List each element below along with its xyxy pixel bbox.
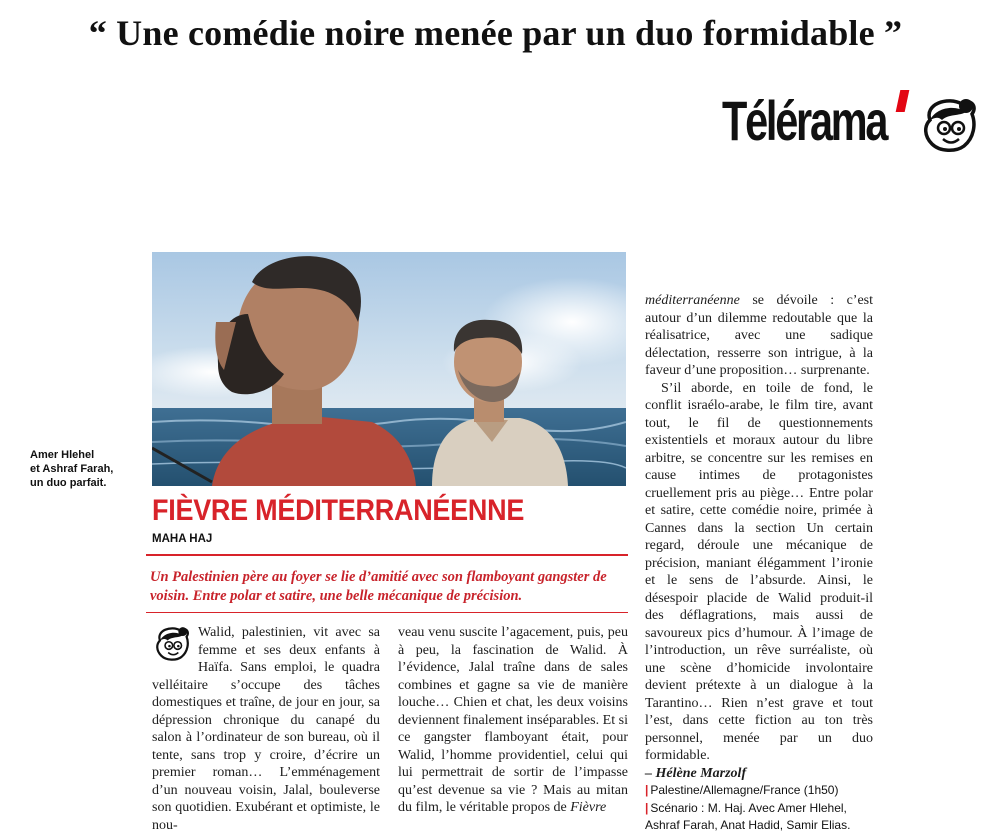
credit-text: Ashraf Farah, Anat Hadid, Samir Elias. [645,818,851,832]
paragraph-text: se dévoile : c’est autour d’un dilemme redoutable que la réalisatrice, avec une sadique délectation, resserre son intrigue, à la faveur d’une proposition… surprenante. [645,293,874,378]
article-column-2 [398,624,628,817]
telerama-logo [722,84,984,158]
film-title-italic: méditerranéenne [645,293,740,308]
logo-accent-mark [896,90,910,112]
caption-line: et Ashraf Farah, [30,463,114,475]
caption-line: un duo parfait. [30,477,107,489]
red-rule [146,612,628,613]
telerama-face-icon [918,94,980,154]
director-name: MAHA HAJ [152,533,213,545]
film-title: FIÈVRE MÉDITERRANÉENNE [152,494,525,527]
film-title-italic: Fièvre [570,800,607,815]
photo-caption [30,448,140,490]
logo-wordmark: Télérama [722,89,887,152]
pull-quote: “ Une comédie noire menée par un duo formidable ” [88,13,903,53]
red-bar: | [645,800,649,815]
caption-line: Amer Hlehel [30,449,95,461]
red-rule [146,554,628,556]
film-still-photo [152,252,626,486]
paragraph-text: veau venu suscite l’agacement, puis, peu à peu, la fascination de Walid. À l’évidence, Jalal traîne dans de sales combines et gagne sa vie de manière louche… Chien et chat, les deux voisins deviennent finalement inséparables. Et si ce gangster flamboyant était, pour Walid, l’homme providentiel, celui qui lui permettrait de sortir de l’impasse qu’est devenue sa vie ? Mais au mitan du film, le véritable propos de [398,625,628,815]
article-column-1 [152,624,380,834]
paragraph [645,292,873,380]
paragraph: S’il aborde, en toile de fond, le conflit israélo-arabe, le film tire, avant tout, le fil de questionnements existentiels et moraux autour du libre arbitre, se concentre sur les remises en cause intimes de protagonistes cruellement pris au piège… Entre polar et satire, cette comédie noire, primée à Cannes dans la section Un certain regard, déroule une mécanique de précision, maniant élégamment l’ironie et le sens de l’absurde. Ainsi, le désespoir placide de Walid produit-il des déflagrations, mais aussi de savoureux pics d’humour. À l’image de l’introduction, un rêve surréaliste, où une scène d’homicide involontaire devient prétexte à un dialogue à la Tarantino… Rien n’est grave et tout l’est, dans cette fiction au ton très personnel, menée par un duo formidable. [645,380,873,763]
telerama-face-icon [152,624,192,662]
article-column-3 [645,292,873,835]
author-byline: – Hélène Marzolf [645,765,747,781]
credit-line [645,817,873,835]
credit-text: Scénario : M. Haj. Avec Amer Hlehel, [650,800,847,815]
paragraph: Walid, palestinien, vit avec sa femme et ses deux enfants à Haïfa. Sans emploi, le quadra velléitaire s’occupe des tâches domestiques et traîne, de jour en jour, sa dépression chronique du canapé du salon à l’ordinateur de son bureau, où il tente, sans trop y croire, d’écrire un premier roman… L’emménagement d’un nouveau voisin, Jalal, bouleverse son quotidien. Exubérant et optimiste, le nou- [152,625,380,833]
paragraph [398,624,628,817]
credit-line [645,782,873,800]
credit-line [645,800,873,818]
film-credits [645,782,873,835]
article-standfirst: Un Palestinien père au foyer se lie d’amitié avec son flamboyant gangster de voisin. Entre polar et satire, une belle mécanique de précision. [150,569,607,604]
credit-text: Palestine/Allemagne/France (1h50) [650,783,839,797]
red-bar: | [645,783,649,797]
